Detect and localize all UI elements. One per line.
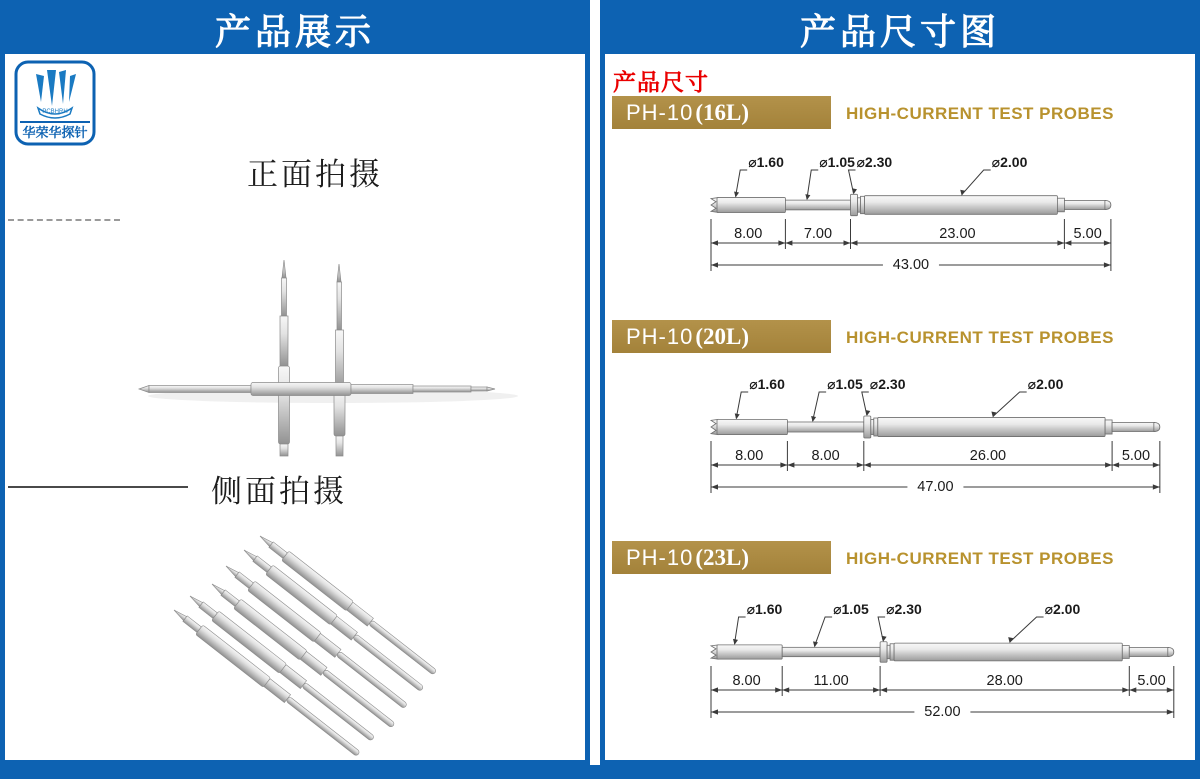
svg-text:⌀1.05: ⌀1.05 <box>819 154 855 170</box>
svg-text:8.00: 8.00 <box>732 673 761 689</box>
dashed-divider <box>8 219 120 221</box>
left-panel-title: 产品展示 <box>214 11 375 52</box>
model-suffix: (20L) <box>695 323 750 349</box>
model-banner-23l <box>612 541 831 574</box>
svg-text:5.00: 5.00 <box>1137 673 1166 689</box>
svg-text:⌀1.60: ⌀1.60 <box>749 376 785 392</box>
logo-text: 华荣华探针 <box>22 125 88 140</box>
dimension-drawing-20l <box>665 365 1190 500</box>
svg-text:⌀2.00: ⌀2.00 <box>1027 376 1064 392</box>
probe-crown-logo-icon <box>14 60 96 146</box>
model-suffix: (23L) <box>695 544 750 570</box>
svg-text:⌀2.30: ⌀2.30 <box>856 154 893 170</box>
svg-text:⌀2.30: ⌀2.30 <box>886 601 922 617</box>
banner-subtitle-23l: HIGH-CURRENT TEST PROBES <box>846 549 1114 568</box>
banner-subtitle-20l: HIGH-CURRENT TEST PROBES <box>846 328 1114 347</box>
left-panel-header <box>5 5 585 54</box>
side-view-photo <box>148 500 478 762</box>
side-view-caption: 侧面拍摄 <box>211 474 347 509</box>
svg-text:8.00: 8.00 <box>734 226 763 242</box>
svg-text:11.00: 11.00 <box>813 673 849 689</box>
model-suffix: (16L) <box>695 99 750 125</box>
svg-text:5.00: 5.00 <box>1121 448 1151 464</box>
logo-small-text: PCBHRH <box>42 109 68 115</box>
svg-text:⌀1.05: ⌀1.05 <box>827 376 863 392</box>
right-panel-title: 产品尺寸图 <box>799 11 1000 52</box>
svg-text:⌀2.00: ⌀2.00 <box>991 154 1028 170</box>
svg-text:⌀1.05: ⌀1.05 <box>833 601 869 617</box>
brand-logo <box>14 60 96 146</box>
svg-text:47.00: 47.00 <box>917 479 954 495</box>
model-banner-16l <box>612 96 831 129</box>
model-banner-20l <box>612 320 831 353</box>
svg-text:⌀1.60: ⌀1.60 <box>746 601 783 617</box>
bottom-bar <box>0 765 1200 779</box>
dimension-drawing-16l <box>665 143 1190 278</box>
svg-text:⌀2.30: ⌀2.30 <box>869 376 906 392</box>
svg-text:23.00: 23.00 <box>939 226 976 242</box>
svg-text:7.00: 7.00 <box>803 226 833 242</box>
svg-text:8.00: 8.00 <box>735 448 764 464</box>
left-panel-content <box>5 54 585 760</box>
svg-text:43.00: 43.00 <box>892 257 930 273</box>
product-display-panel <box>0 0 590 765</box>
svg-text:26.00: 26.00 <box>969 448 1007 464</box>
banner-subtitle-16l: HIGH-CURRENT TEST PROBES <box>846 104 1114 123</box>
svg-text:8.00: 8.00 <box>811 448 840 464</box>
svg-text:⌀1.60: ⌀1.60 <box>748 154 784 170</box>
svg-text:⌀2.00: ⌀2.00 <box>1044 601 1081 617</box>
dimensions-section-label: 产品尺寸 <box>613 69 709 95</box>
svg-text:52.00: 52.00 <box>924 704 961 720</box>
right-panel-content <box>605 54 1195 760</box>
model-name: PH-10 <box>626 323 694 349</box>
product-dimensions-panel <box>600 0 1200 765</box>
svg-text:5.00: 5.00 <box>1073 226 1102 242</box>
side-caption-line <box>8 486 188 488</box>
front-view-photo <box>133 190 573 462</box>
front-view-caption: 正面拍摄 <box>247 157 383 192</box>
model-name: PH-10 <box>626 544 694 570</box>
dimension-drawing-23l <box>665 590 1190 725</box>
right-panel-header <box>605 5 1195 54</box>
svg-text:28.00: 28.00 <box>986 673 1023 689</box>
model-name: PH-10 <box>626 99 694 125</box>
